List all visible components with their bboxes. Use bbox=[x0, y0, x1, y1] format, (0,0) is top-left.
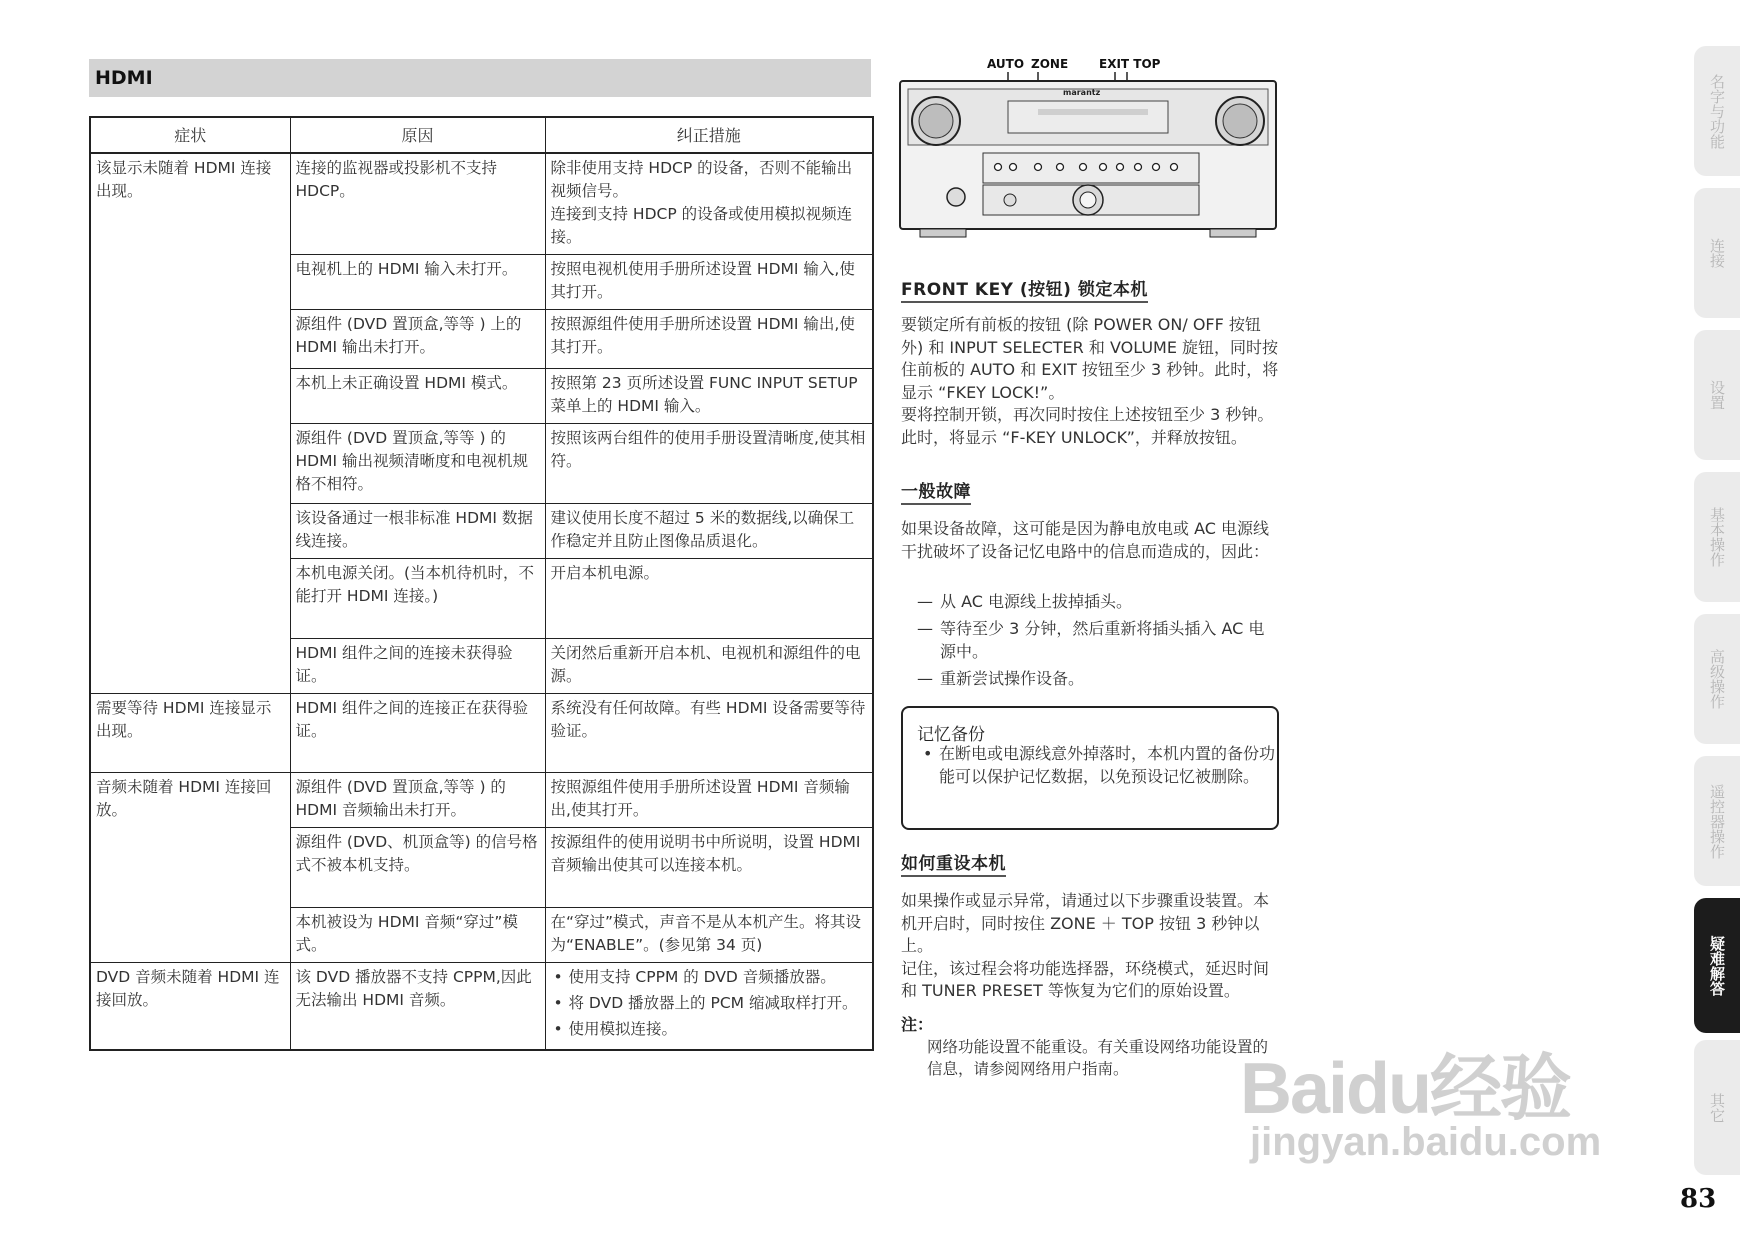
side-tab-connection[interactable] bbox=[1694, 188, 1740, 318]
receiver-front-panel-illustration bbox=[898, 55, 1278, 240]
reset-p1: 如果操作或显示异常，请通过以下步骤重设装置。本机开启时，同时按住 ZONE ＋ TOP 按钮 3 秒钟以上。 bbox=[901, 891, 1270, 955]
cause-cell: 电视机上的 HDMI 输入未打开。 bbox=[290, 254, 545, 309]
general-body bbox=[901, 518, 1279, 563]
table-row bbox=[90, 153, 873, 254]
remedy-cell bbox=[545, 153, 873, 254]
section-title: HDMI bbox=[95, 67, 153, 89]
note-label: 注： bbox=[901, 1015, 934, 1034]
side-tab-other[interactable] bbox=[1694, 1040, 1740, 1175]
side-tab-basic-operation[interactable] bbox=[1694, 472, 1740, 602]
auto-label: AUTO bbox=[987, 57, 1025, 71]
side-tab-troubleshooting[interactable] bbox=[1694, 898, 1740, 1033]
reset-body bbox=[901, 890, 1279, 1003]
remedy-cell: 系统没有任何故障。有些 HDMI 设备需要等待验证。 bbox=[545, 693, 873, 772]
remedy-cell: 在“穿过”模式，声音不是从本机产生。将其设为“ENABLE”。(参见第 34 页) bbox=[545, 907, 873, 962]
table-row bbox=[90, 962, 873, 1050]
cause-cell: HDMI 组件之间的连接正在获得验证。 bbox=[290, 693, 545, 772]
memory-backup-box bbox=[901, 706, 1279, 830]
side-tab-names-functions[interactable] bbox=[1694, 46, 1740, 176]
header-cause: 原因 bbox=[290, 117, 545, 153]
side-tab-advanced-operation[interactable] bbox=[1694, 614, 1740, 744]
troubleshooting-table bbox=[89, 116, 874, 1051]
side-tab-label: 其它 bbox=[1708, 1092, 1726, 1123]
cause-cell: 源组件 (DVD 置顶盒,等等 ) 的 HDMI 音频输出未打开。 bbox=[290, 772, 545, 827]
symptom-cell: 该显示未随着 HDMI 连接出现。 bbox=[90, 153, 290, 693]
cause-cell: 源组件 (DVD 置顶盒,等等 ) 的 HDMI 输出视频清晰度和电视机规格不相符。 bbox=[290, 423, 545, 503]
memory-backup-text: • 在断电或电源线意外掉落时，本机内置的备份功能可以保护记忆数据，以免预设记忆被删除。 bbox=[921, 743, 1279, 788]
cause-cell: 连接的监视器或投影机不支持 HDCP。 bbox=[290, 153, 545, 254]
cause-cell: 本机电源关闭。(当本机待机时，不能打开 HDMI 连接。) bbox=[290, 558, 545, 638]
remedy-cell: 关闭然后重新开启本机、电视机和源组件的电源。 bbox=[545, 638, 873, 693]
remedy-list-item: • 将 DVD 播放器上的 PCM 缩减取样打开。 bbox=[551, 992, 868, 1015]
side-tab-label: 连接 bbox=[1708, 238, 1726, 268]
remedy-cell: 按照电视机使用手册所述设置 HDMI 输入,使其打开。 bbox=[545, 254, 873, 309]
front-key-heading: FRONT KEY (按钮) 锁定本机 bbox=[901, 275, 1148, 303]
header-remedy: 纠正措施 bbox=[545, 117, 873, 153]
memory-backup-title: 记忆备份 bbox=[917, 725, 985, 745]
receiver-drawing bbox=[898, 55, 1278, 240]
step-item: — 从 AC 电源线上拔掉插头。 bbox=[917, 590, 1279, 613]
side-tab-label: 疑难解答 bbox=[1708, 935, 1726, 996]
side-tab-label: 遥控器操作 bbox=[1708, 783, 1726, 859]
cause-cell: 本机被设为 HDMI 音频“穿过”模式。 bbox=[290, 907, 545, 962]
reset-heading: 如何重设本机 bbox=[901, 849, 1006, 877]
brand-logo: marantz bbox=[1063, 88, 1101, 97]
header-symptom: 症状 bbox=[90, 117, 290, 153]
cause-cell: 源组件 (DVD、机顶盒等) 的信号格式不被本机支持。 bbox=[290, 827, 545, 907]
remedy-list-item: • 使用支持 CPPM 的 DVD 音频播放器。 bbox=[551, 966, 868, 989]
remedy-list-item: • 使用模拟连接。 bbox=[551, 1018, 868, 1041]
remedy-cell: 按照该两台组件的使用手册设置清晰度,使其相符。 bbox=[545, 423, 873, 503]
remedy-cell: 建议使用长度不超过 5 米的数据线,以确保工作稳定并且防止图像品质退化。 bbox=[545, 503, 873, 558]
side-tab-label: 高级操作 bbox=[1708, 649, 1726, 709]
baidu-watermark bbox=[1240, 1030, 1660, 1170]
table-header-row bbox=[90, 117, 873, 153]
cause-cell: 本机上未正确设置 HDMI 模式。 bbox=[290, 368, 545, 423]
symptom-cell: 音频未随着 HDMI 连接回放。 bbox=[90, 772, 290, 962]
watermark-logo: Baidu经验 bbox=[1240, 1049, 1571, 1129]
remedy-cell: 按照第 23 页所述设置 FUNC INPUT SETUP 菜单上的 HDMI 输入。 bbox=[545, 368, 873, 423]
section-header-bar bbox=[89, 59, 871, 97]
cause-cell: HDMI 组件之间的连接未获得验证。 bbox=[290, 638, 545, 693]
front-key-p1: 要锁定所有前板的按钮 (除 POWER ON/ OFF 按钮外) 和 INPUT SELECTER 和 VOLUME 旋钮，同时按住前板的 AUTO 和 EXIT 按钮至少 3 秒钟。此时，将显示 “FKEY LOCK!”。 bbox=[901, 315, 1279, 402]
symptom-cell: 需要等待 HDMI 连接显示出现。 bbox=[90, 693, 290, 772]
remedy-list bbox=[551, 966, 868, 1041]
zone-label: ZONE bbox=[1031, 57, 1069, 71]
note-text: 网络功能设置不能重设。有关重设网络功能设置的信息，请参阅网络用户指南。 bbox=[927, 1038, 1269, 1078]
cause-cell: 该 DVD 播放器不支持 CPPM,因此无法输出 HDMI 音频。 bbox=[290, 962, 545, 1050]
general-steps-list bbox=[917, 590, 1279, 694]
front-key-p2: 要将控制开锁，再次同时按住上述按钮至少 3 秒钟。此时，将显示 “F-KEY UNLOCK”，并释放按钮。 bbox=[901, 405, 1274, 447]
general-p1: 如果设备故障，这可能是因为静电放电或 AC 电源线干扰破坏了设备记忆电路中的信息而造成的，因此： bbox=[901, 519, 1270, 561]
symptom-cell: DVD 音频未随着 HDMI 连接回放。 bbox=[90, 962, 290, 1050]
remedy-cell bbox=[545, 962, 873, 1050]
side-tab-label: 名字与功能 bbox=[1708, 73, 1726, 149]
side-tab-label: 设置 bbox=[1708, 380, 1726, 410]
side-tab-setup[interactable] bbox=[1694, 330, 1740, 460]
table-row bbox=[90, 772, 873, 827]
step-item: — 等待至少 3 分钟，然后重新将插头插入 AC 电源中。 bbox=[917, 617, 1279, 663]
remedy-cell: 按照源组件使用手册所述设置 HDMI 音频输出,使其打开。 bbox=[545, 772, 873, 827]
cause-cell: 源组件 (DVD 置顶盒,等等 ) 上的 HDMI 输出未打开。 bbox=[290, 309, 545, 368]
remedy-text: 除非使用支持 HDCP 的设备，否则不能输出视频信号。 连接到支持 HDCP 的设备或使用模拟视频连接。 bbox=[550, 159, 853, 246]
step-item: — 重新尝试操作设备。 bbox=[917, 667, 1279, 690]
remedy-cell: 按源组件的使用说明书中所说明，设置 HDMI 音频输出使其可以连接本机。 bbox=[545, 827, 873, 907]
exit-top-label: EXIT TOP bbox=[1099, 57, 1161, 71]
remedy-cell: 开启本机电源。 bbox=[545, 558, 873, 638]
cause-cell: 该设备通过一根非标准 HDMI 数据线连接。 bbox=[290, 503, 545, 558]
remedy-cell: 按照源组件使用手册所述设置 HDMI 输出,使其打开。 bbox=[545, 309, 873, 368]
side-tab-label: 基本操作 bbox=[1708, 507, 1726, 567]
page-number: 83 bbox=[1680, 1184, 1717, 1214]
table-row bbox=[90, 693, 873, 772]
side-tab-remote-operation[interactable] bbox=[1694, 756, 1740, 886]
general-heading: 一般故障 bbox=[901, 477, 971, 505]
watermark-url: jingyan.baidu.com bbox=[1250, 1120, 1602, 1164]
reset-p2: 记住，该过程会将功能选择器，环绕模式，延迟时间和 TUNER PRESET 等恢复为它们的原始设置。 bbox=[901, 958, 1270, 1000]
front-key-body bbox=[901, 314, 1279, 449]
